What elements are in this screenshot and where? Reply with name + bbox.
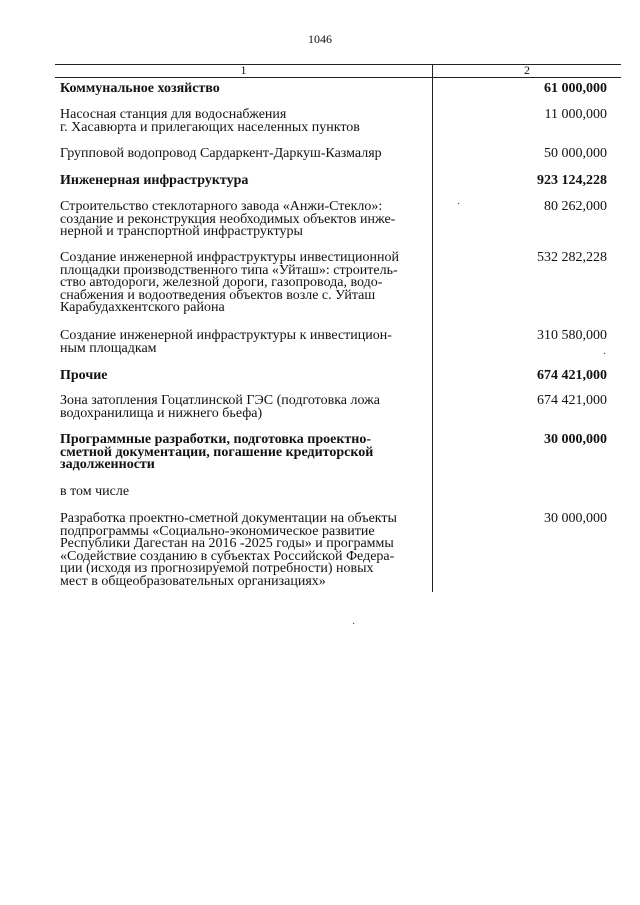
row-label: Зона затопления Гоцатлинской ГЭС (подготовка ложа водохранилища и нижнего бьефа): [60, 393, 381, 421]
row-label: Групповой водопровод Сардаркент-Даркуш-Казмаляр: [60, 146, 382, 161]
scan-speck: ·: [603, 349, 607, 360]
row-label: в том числе: [60, 484, 130, 499]
row-value: 80 262,000: [544, 199, 607, 214]
row-label: Строительство стеклотарного завода «Анжи-Стекло»: создание и реконструкция необходимых объектов инже- нерной и транспортной инфраструктуры: [60, 199, 396, 239]
row-value: 30 000,000: [544, 432, 607, 447]
column-divider: [432, 64, 433, 592]
row-value: 50 000,000: [544, 146, 607, 161]
row-value: 11 000,000: [544, 107, 607, 122]
scan-speck: ·: [352, 619, 356, 630]
row-label: Инженерная инфраструктура: [60, 173, 249, 188]
row-value: 310 580,000: [537, 328, 607, 343]
row-value: 30 000,000: [544, 511, 607, 526]
row-label: Насосная станция для водоснабжения г. Хасавюрта и прилегающих населенных пунктов: [60, 107, 360, 135]
column-header-1: 1: [240, 63, 247, 77]
row-value: 61 000,000: [544, 81, 607, 96]
row-label: Создание инженерной инфраструктуры инвестиционной площадки производственного типа «Уйташ»: строитель- ство автодороги, железной дороги, газопровода, водо- снабжения и водоотведения объектов возле с. Уйташ Карабудахкентского района: [60, 250, 399, 315]
row-label: Прочие: [60, 368, 108, 383]
row-label: Коммунальное хозяйство: [60, 81, 220, 96]
budget-table: [55, 64, 621, 592]
scan-speck: ·: [457, 199, 461, 210]
column-header-2: 2: [524, 63, 530, 77]
row-value: 674 421,000: [537, 393, 607, 408]
row-value: 532 282,228: [537, 250, 607, 265]
row-label: Программные разработки, подготовка проектно- сметной документации, погашение кредиторской задолженности: [60, 432, 374, 472]
header-bottom-border: [55, 77, 621, 78]
page-number: 1046: [308, 32, 332, 46]
row-value: 674 421,000: [537, 368, 607, 383]
row-label: Создание инженерной инфраструктуры к инвестицион- ным площадкам: [60, 328, 392, 356]
row-label: Разработка проектно-сметной документации на объекты подпрограммы «Социально-экономическое развитие Республики Дагестан на 2016 -2025 годы» и программы «Содействие созданию в субъектах Российской Федера- ции (исходя из прогнозируемой потребности) новых мест в общеобразовательных организациях»: [60, 511, 397, 589]
row-value: 923 124,228: [537, 173, 607, 188]
